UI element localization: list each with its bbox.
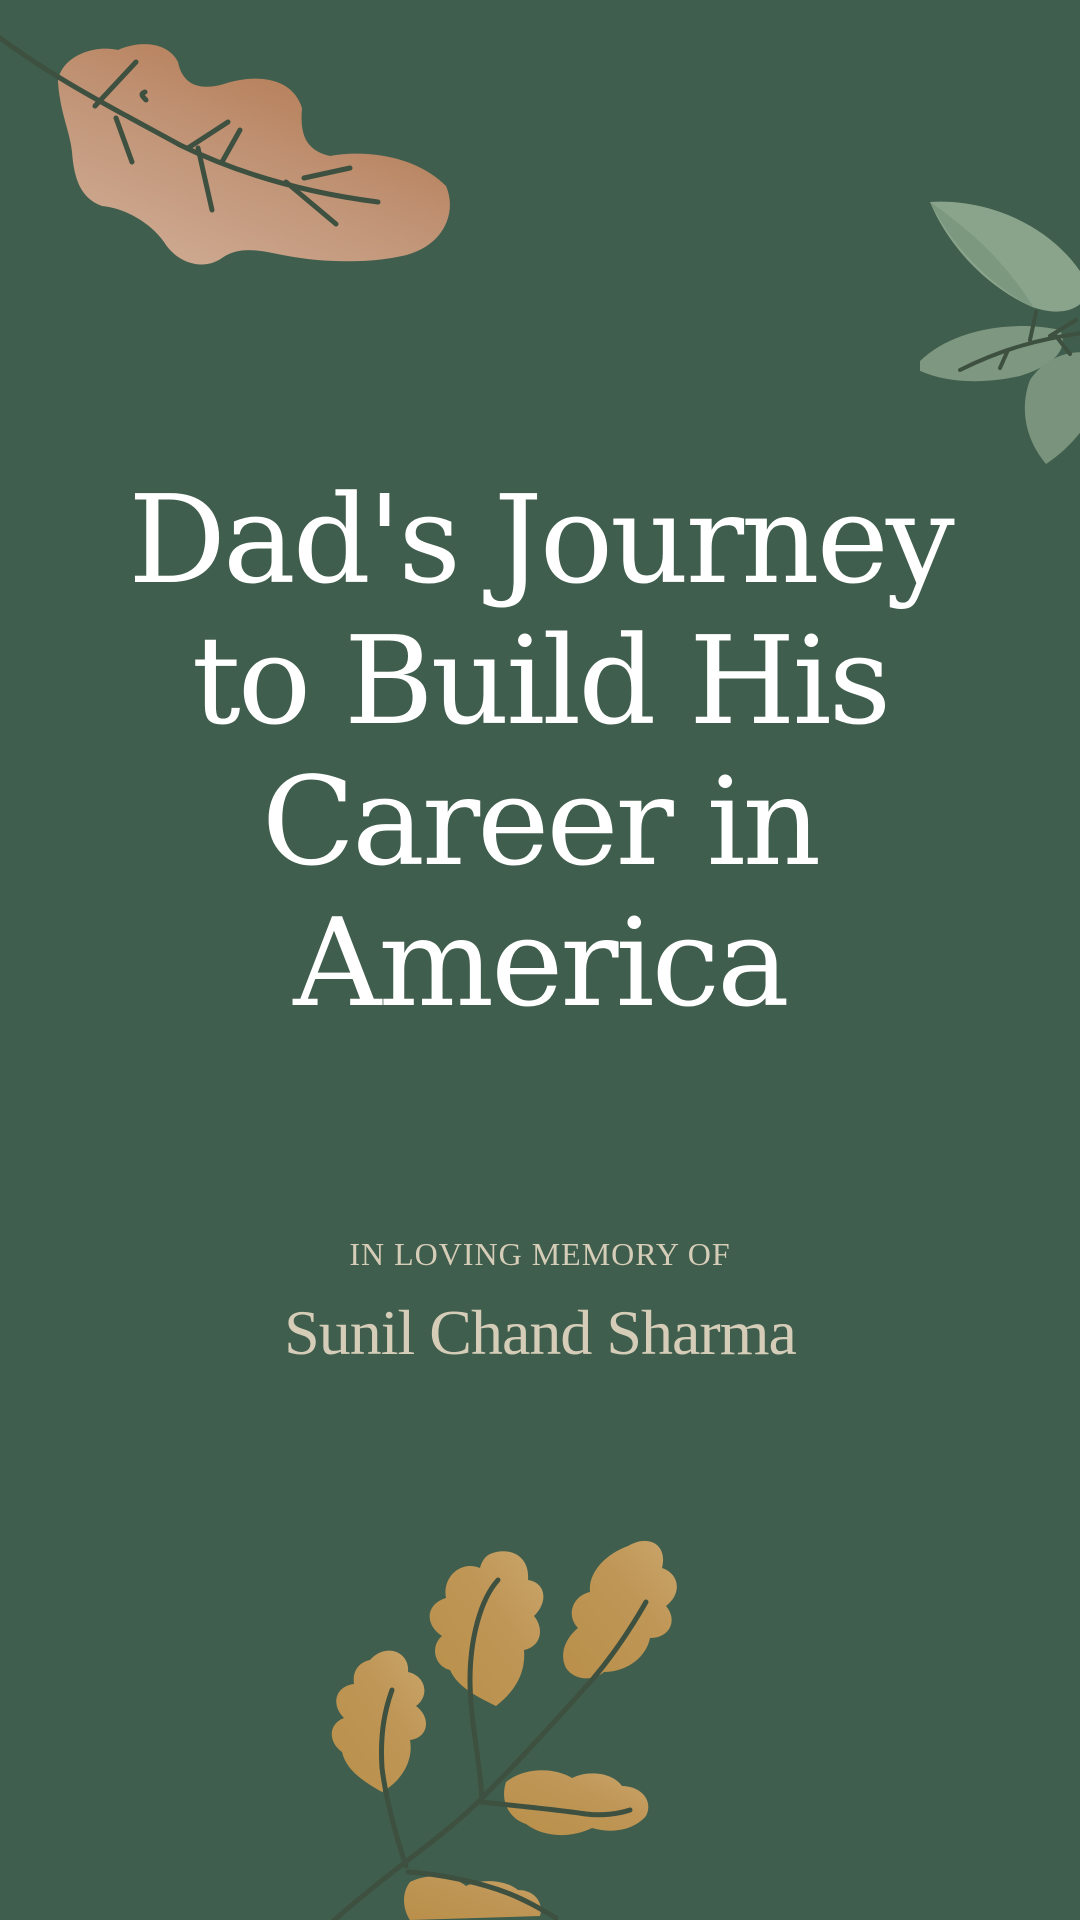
page-title — [90, 470, 990, 1034]
memorial-label: IN LOVING MEMORY OF — [349, 1236, 731, 1272]
title-line-3: Career in — [261, 751, 819, 893]
oak-leaf-icon — [0, 0, 480, 300]
title-line-4: America — [293, 892, 787, 1034]
green-leaves-icon — [920, 180, 1080, 480]
memorial-name: Sunil Chand Sharma — [284, 1297, 796, 1368]
oak-branch-icon — [330, 1520, 770, 1920]
title-line-2: to Build His — [191, 610, 889, 752]
title-line-1: Dad's Journey — [128, 469, 952, 611]
